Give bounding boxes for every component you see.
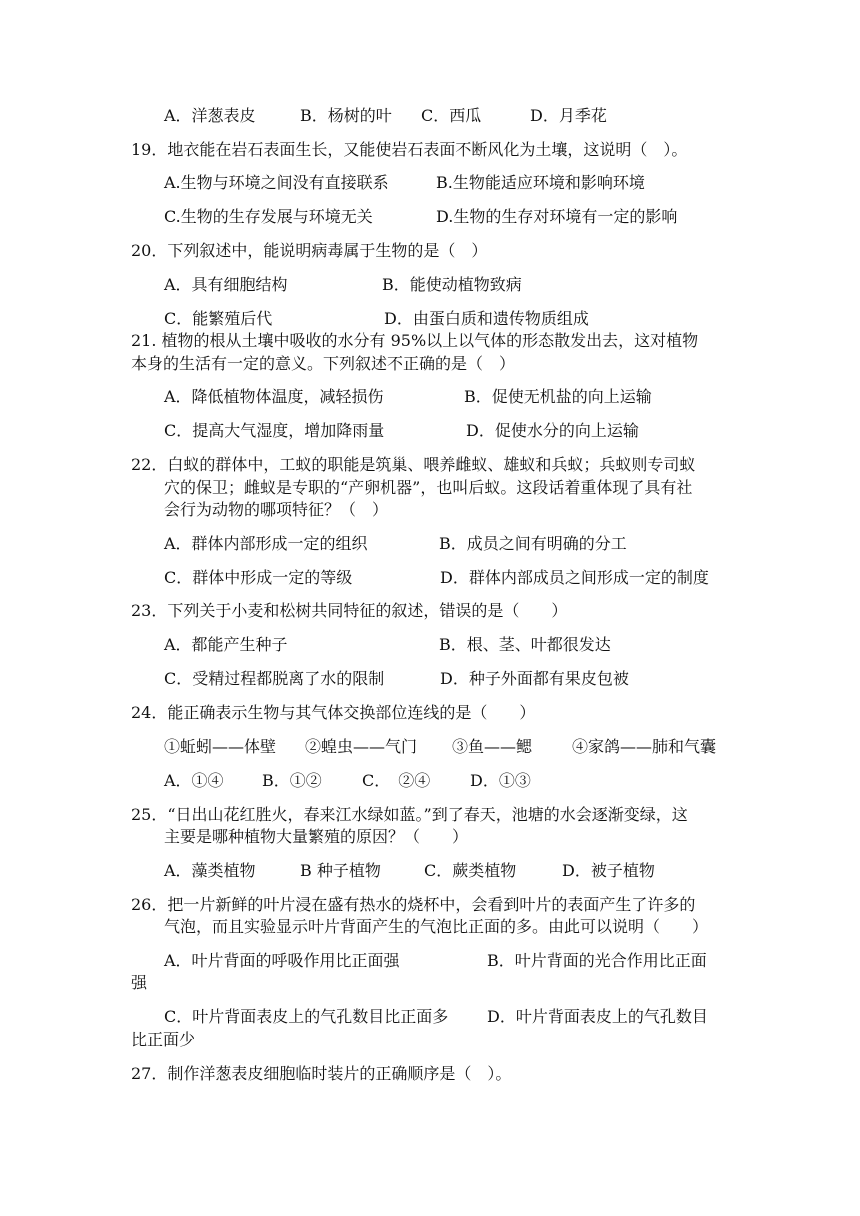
option-c: C．提高大气湿度，增加降雨量 (164, 421, 385, 440)
option-d: D．群体内部成员之间形成一定的制度 (440, 568, 709, 587)
option-c: C．受精过程都脱离了水的限制 (164, 669, 385, 688)
question-stem: 23．下列关于小麦和松树共同特征的叙述，错误的是（ ） (131, 601, 568, 620)
option-a: A．降低植物体温度，减轻损伤 (164, 387, 384, 406)
option-a: A．藻类植物 (164, 861, 256, 880)
question-stem-line-2: 穴的保卫；雌蚁是专职的“产卵机器”，也叫后蚁。这段话着重体现了具有社 (164, 478, 693, 497)
option-a: A．叶片背面的呼吸作用比正面强 (164, 951, 400, 970)
option-b: B．杨树的叶 (300, 106, 392, 125)
option-c: C．西瓜 (421, 106, 482, 125)
question-stem-line-2: 气泡，而且实验显示叶片背面产生的气泡比正面的多。由此可以说明（ ） (164, 917, 709, 936)
option-c: C． ②④ (362, 771, 431, 790)
option-b: B.生物能适应环境和影响环境 (436, 173, 645, 192)
option-a: A.生物与环境之间没有直接联系 (164, 173, 389, 192)
question-stem-line-3: 会行为动物的哪项特征？（ ） (164, 500, 389, 519)
option-d: D．由蛋白质和遗传物质组成 (384, 309, 589, 328)
option-d: D．被子植物 (562, 861, 655, 880)
option-d: D.生物的生存对环境有一定的影响 (436, 207, 678, 226)
question-stem: 19．地衣能在岩石表面生长，又能使岩石表面不断风化为土壤，这说明（ ）。 (131, 140, 688, 159)
pair-3: ③鱼——鳃 (452, 737, 533, 756)
option-a: A．洋葱表皮 (164, 106, 256, 125)
option-b: B．能使动植物致病 (382, 275, 522, 294)
question-stem-line-2: 主要是哪种植物大量繁殖的原因？（ ） (164, 827, 469, 846)
question-stem: 27．制作洋葱表皮细胞临时装片的正确顺序是（ ）。 (131, 1064, 512, 1083)
question-stem-line-1: 21. 植物的根从土壤中吸收的水分有 95%以上以气体的形态散发出去，这对植物 (131, 331, 699, 350)
option-a: A．具有细胞结构 (164, 275, 288, 294)
option-d: D．月季花 (530, 106, 607, 125)
question-stem: 24．能正确表示生物与其气体交换部位连线的是（ ） (131, 703, 536, 722)
option-c: C.生物的生存发展与环境无关 (164, 207, 373, 226)
question-stem-line-1: 25．“日出山花红胜火，春来江水绿如蓝。”到了春天，池塘的水会逐渐变绿，这 (131, 805, 688, 824)
option-b: B．促使无机盐的向上运输 (464, 387, 652, 406)
option-d: D．叶片背面表皮上的气孔数目 (487, 1007, 708, 1026)
question-stem-line-1: 22．白蚁的群体中，工蚁的职能是筑巢、喂养雌蚁、雄蚁和兵蚁；兵蚁则专司蚁 (131, 455, 696, 474)
option-d: D．促使水分的向上运输 (466, 421, 639, 440)
option-d: D．种子外面都有果皮包被 (440, 669, 629, 688)
option-c: C．群体中形成一定的等级 (164, 568, 353, 587)
option-b: B．叶片背面的光合作用比正面 (487, 951, 707, 970)
option-b: B．根、茎、叶都很发达 (439, 635, 611, 654)
option-a: A．都能产生种子 (164, 635, 288, 654)
option-a: A．①④ (164, 771, 224, 790)
option-c: C．能繁殖后代 (164, 309, 273, 328)
option-a: A．群体内部形成一定的组织 (164, 534, 368, 553)
option-d-wrap: 比正面少 (131, 1030, 196, 1049)
option-b: B 种子植物 (300, 861, 381, 880)
pair-4: ④家鸽——肺和气囊 (572, 737, 717, 756)
option-b: B．成员之间有明确的分工 (439, 534, 627, 553)
option-c: C．叶片背面表皮上的气孔数目比正面多 (164, 1007, 449, 1026)
question-stem: 20．下列叙述中，能说明病毒属于生物的是（ ） (131, 241, 488, 260)
option-c: C．蕨类植物 (424, 861, 517, 880)
question-stem-line-2: 本身的生活有一定的意义。下列叙述不正确的是（ ） (131, 354, 516, 373)
option-b: B．①② (262, 771, 322, 790)
question-stem-line-1: 26．把一片新鲜的叶片浸在盛有热水的烧杯中，会看到叶片的表面产生了许多的 (131, 895, 696, 914)
option-b-wrap: 强 (131, 973, 148, 992)
pair-1: ①蚯蚓——体壁 (164, 737, 277, 756)
option-d: D．①③ (470, 771, 531, 790)
pair-2: ②蝗虫——气门 (305, 737, 418, 756)
